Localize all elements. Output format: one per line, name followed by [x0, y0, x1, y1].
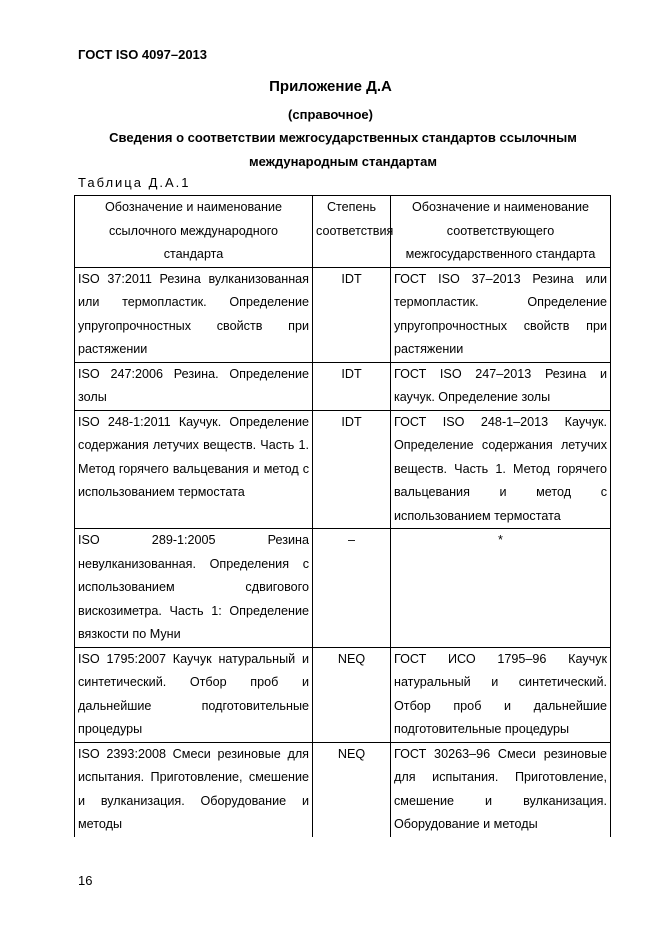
table-row — [75, 362, 611, 410]
annex-type: (справочное) — [288, 107, 373, 122]
cell-international: ISO 2393:2008 Смеси резиновые для испытания. Приготовление, смешение и вулканизация. Оборудование и методы — [75, 742, 313, 837]
table-row — [75, 410, 611, 529]
cell-international: ISO 289-1:2005 Резина невулканизованная. Определения с использованием сдвигового вискозиметра. Часть 1: Определение вязкости по Муни — [75, 529, 313, 648]
cell-international: ISO 1795:2007 Каучук натуральный и синтетический. Отбор проб и дальнейшие подготовительные процедуры — [75, 647, 313, 742]
table-row — [75, 742, 611, 837]
cell-degree: IDT — [313, 410, 391, 529]
cell-interstate: ГОСТ ИСО 1795–96 Каучук натуральный и синтетический. Отбор проб и дальнейшие подготовительные процедуры — [391, 647, 611, 742]
cell-interstate: ГОСТ 30263–96 Смеси резиновые для испытания. Приготовление, смешение и вулканизация. Оборудование и методы — [391, 742, 611, 837]
cell-degree: IDT — [313, 362, 391, 410]
annex-heading: Сведения о соответствии межгосударственных стандартов ссылочным международным стандартам — [109, 130, 577, 169]
table-header-row — [75, 196, 611, 268]
column-header-international: Обозначение и наименование ссылочного международного стандарта — [75, 196, 313, 268]
cell-international: ISO 248-1:2011 Каучук. Определение содержания летучих веществ. Часть 1. Метод горячего вальцевания и метод с использованием термостата — [75, 410, 313, 529]
cell-international: ISO 37:2011 Резина вулканизованная или термопластик. Определение упругопрочностных свойств при растяжении — [75, 267, 313, 362]
cell-interstate: ГОСТ ISO 247–2013 Резина и каучук. Определение золы — [391, 362, 611, 410]
table-row — [75, 529, 611, 648]
page-number: 16 — [78, 873, 93, 888]
column-header-degree: Степень соответствия — [313, 196, 391, 268]
document-code: ГОСТ ISO 4097–2013 — [78, 47, 208, 62]
annex-title: Приложение Д.А — [269, 78, 392, 95]
cell-degree: NEQ — [313, 647, 391, 742]
cell-degree: – — [313, 529, 391, 648]
correspondence-table — [74, 195, 611, 837]
cell-international: ISO 247:2006 Резина. Определение золы — [75, 362, 313, 410]
table-row — [75, 647, 611, 742]
cell-interstate: * — [391, 529, 611, 648]
cell-degree: IDT — [313, 267, 391, 362]
table-caption: Таблица Д.А.1 — [78, 175, 191, 190]
cell-interstate: ГОСТ ISO 248-1–2013 Каучук. Определение содержания летучих веществ. Часть 1. Метод горячего вальцевания и метод с использованием термостата — [391, 410, 611, 529]
cell-interstate: ГОСТ ISO 37–2013 Резина или термопластик. Определение упругопрочностных свойств при растяжении — [391, 267, 611, 362]
column-header-interstate: Обозначение и наименование соответствующего межгосударственного стандарта — [391, 196, 611, 268]
cell-degree: NEQ — [313, 742, 391, 837]
table-row — [75, 267, 611, 362]
